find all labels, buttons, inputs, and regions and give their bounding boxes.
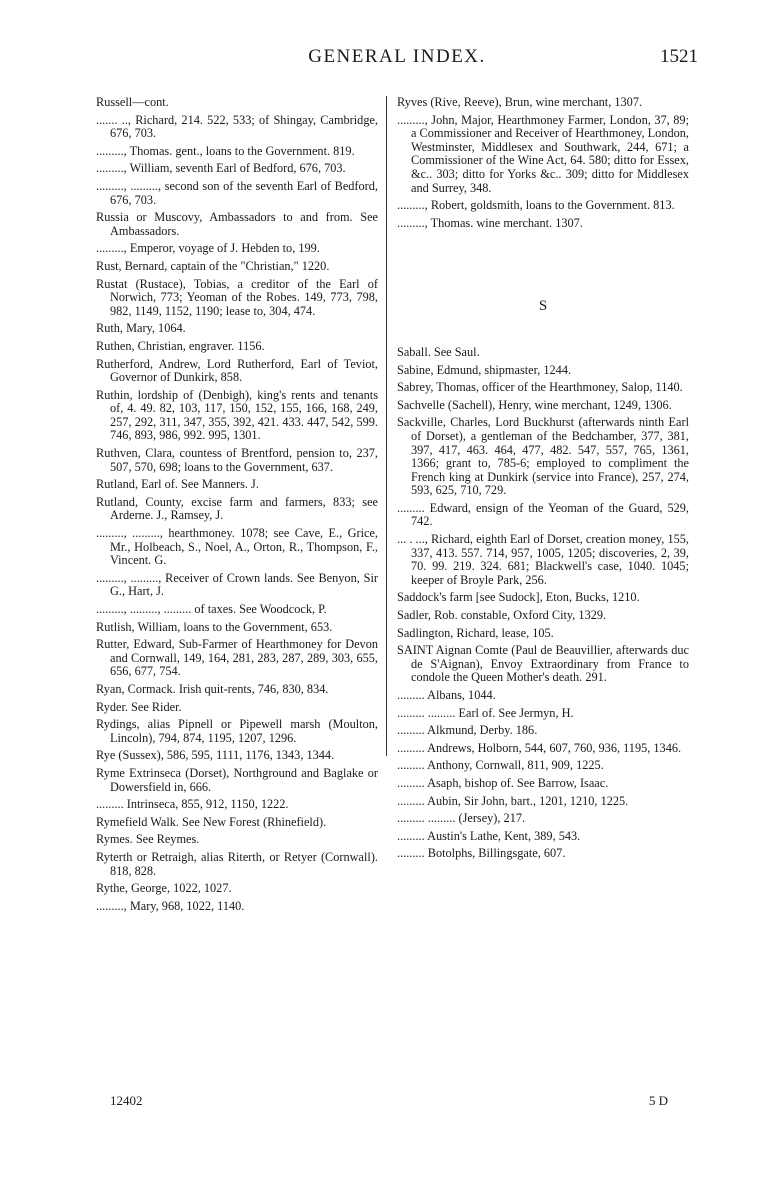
index-entry: Saball. See Saul. (397, 344, 480, 359)
index-entry: ......... ......... Earl of. See Jermyn, H. (397, 705, 574, 720)
page-footer (96, 1093, 698, 1113)
index-entry: Rutlish, William, loans to the Government, 653. (96, 619, 333, 634)
index-entry: ........., ........., second son of the seventh Earl of Bedford, 676, 703. (96, 178, 378, 207)
index-entry: ......... Aubin, Sir John, bart., 1201, 1210, 1225. (397, 793, 629, 808)
index-entry: Sadler, Rob. constable, Oxford City, 1329. (397, 608, 607, 623)
index-entry: Ruthin, lordship of (Denbigh), king's rents and tenants of, 4. 49. 82, 103, 117, 150, 152, 155, 166, 168, 249, 257, 292, 311, 347, 355, 392, 421. 433. 447, 542, 599. 746, 893, 986, 992. 995, 1301. (96, 387, 378, 443)
index-entry: Rustat (Rustace), Tobias, a creditor of the Earl of Norwich, 773; Yeoman of the Robes. 149, 773, 798, 982, 1149, 1152, 1190; lease to, 304, 474. (96, 276, 378, 318)
index-entry: Sabrey, Thomas, officer of the Hearthmoney, Salop, 1140. (397, 380, 683, 395)
index-entry: Rydings, alias Pipnell or Pipewell marsh (Moulton, Lincoln), 794, 874, 1195, 1207, 1296. (96, 717, 378, 745)
index-entry: Ruthen, Christian, engraver. 1156. (96, 338, 265, 353)
index-entry: Rye (Sussex), 586, 595, 1111, 1176, 1343, 1344. (96, 748, 335, 763)
index-entry: SAINT Aignan Comte (Paul de Beauvillier, afterwards duc de S'Aignan), Envoy Extraordinary from France to condole the Queen Mother's death. 291. (397, 643, 689, 685)
index-entry: ........., Robert, goldsmith, loans to the Government. 813. (397, 198, 675, 213)
index-entry: Rymes. See Reymes. (96, 832, 200, 847)
index-entry: ........., ........., ......... of taxes. See Woodcock, P. (96, 602, 327, 616)
index-entry: ........., William, seventh Earl of Bedford, 676, 703. (96, 161, 346, 176)
page-title: GENERAL INDEX. (308, 46, 486, 67)
index-entry: Ryves (Rive, Reeve), Brun, wine merchant, 1307. (397, 95, 643, 109)
index-entry: Rymefield Walk. See New Forest (Rhinefield). (96, 814, 327, 829)
index-entry: Ruthven, Clara, countess of Brentford, pension to, 237, 507, 570, 698; loans to the Government, 637. (96, 446, 378, 474)
index-entry: Saddock's farm [see Sudock], Eton, Bucks, 1210. (397, 590, 640, 605)
index-entry: Ryder. See Rider. (96, 699, 182, 714)
index-entry: Ruth, Mary, 1064. (96, 321, 186, 336)
index-entry: Sabine, Edmund, shipmaster, 1244. (397, 362, 572, 377)
index-entry: ....... .., Richard, 214. 522, 533; of Shingay, Cambridge, 676, 703. (96, 112, 378, 141)
index-entry: ........., Emperor, voyage of J. Hebden to, 199. (96, 241, 320, 256)
gathering-mark: 5 D (648, 1093, 668, 1108)
page-number: 1521 (660, 46, 698, 67)
index-entry: ......... Alkmund, Derby. 186. (397, 723, 538, 738)
index-entry: ......... Edward, ensign of the Yeoman of the Guard, 529, 742. (397, 500, 689, 529)
index-entry: ......... Botolphs, Billingsgate, 607. (397, 846, 566, 861)
index-entry: Rutland, Earl of. See Manners. J. (96, 477, 259, 492)
index-entry: Russia or Muscovy, Ambassadors to and from. See Ambassadors. (96, 210, 378, 238)
index-entry: ........., Thomas. wine merchant. 1307. (397, 215, 583, 230)
index-entry: ......... Albans, 1044. (397, 688, 496, 702)
index-entry: Sachvelle (Sachell), Henry, wine merchant, 1249, 1306. (397, 397, 672, 412)
index-column-left (96, 96, 378, 917)
index-entry: ......... Anthony, Cornwall, 811, 909, 1225. (397, 758, 604, 773)
index-entry: ........., ........., Receiver of Crown lands. See Benyon, Sir G., Hart, J. (96, 570, 378, 599)
index-entry: ... . ..., Richard, eighth Earl of Dorset, creation money, 155, 337, 413. 557. 714, 957, 1005, 1205; discoveries, 2, 39, 70. 99. 219. 324. 681; Blackwell's case, 1040. 1045; keeper of Broyle Park, 256. (397, 532, 689, 587)
index-entry: Rythe, George, 1022, 1027. (96, 881, 232, 896)
index-entry: Rust, Bernard, captain of the "Christian," 1220. (96, 258, 330, 273)
index-entry: Ryterth or Retraigh, alias Riterth, or Retyer (Cornwall). 818, 828. (96, 849, 378, 878)
index-entry: ......... Andrews, Holborn, 544, 607, 760, 936, 1195, 1346. (397, 740, 682, 755)
index-entry: Rutherford, Andrew, Lord Rutherford, Earl of Teviot, Governor of Dunkirk, 858. (96, 356, 378, 385)
index-entries-r-section (397, 96, 689, 230)
index-entry: Ryan, Cormack. Irish quit-rents, 746, 830, 834. (96, 681, 329, 696)
section-letter: S (538, 298, 548, 315)
index-entries-s-section (397, 346, 689, 861)
index-entry: ......... Austin's Lathe, Kent, 389, 543. (397, 828, 581, 843)
index-entry: ......... Asaph, bishop of. See Barrow, Isaac. (397, 775, 609, 790)
index-entry: Rutter, Edward, Sub-Farmer of Hearthmoney for Devon and Cornwall, 149, 164, 281, 283, 287, 289, 303, 655, 656, 677, 754. (96, 637, 378, 679)
index-entry: ......... ......... (Jersey), 217. (397, 811, 526, 826)
index-entry: Sadlington, Richard, lease, 105. (397, 625, 554, 640)
signature-mark: 12402 (110, 1093, 143, 1108)
index-entry: ........., Thomas. gent., loans to the Government. 819. (96, 143, 355, 158)
index-entry: ........., John, Major, Hearthmoney Farmer, London, 37, 89; a Commissioner and Receiver of Hearthmoney, London, Westminster, Middlesex and Southwark, 244, 671; a Commissioner of the Wine Act, 64. 580; ditto for Essex, &c.. 303; ditto for Yorks &c.. 309; ditto for Middlesex and Surrey, 348. (397, 112, 689, 195)
index-entry: ......... Intrinseca, 855, 912, 1150, 1222. (96, 797, 289, 812)
index-entry: Rutland, County, excise farm and farmers, 833; see Arderne. J., Ramsey, J. (96, 494, 378, 523)
index-entry: Sackville, Charles, Lord Buckhurst (afterwards ninth Earl of Dorset), a gentleman of the Bedchamber, 377, 381, 397, 417, 463. 464, 477, 482. 547, 557, 765, 1361, 1366; grant to, 785-6; employed to compliment the French king at Dunkirk (service into France), 257, 274, 593, 625, 710, 729. (397, 415, 689, 498)
index-entry: ........., ........., hearthmoney. 1078; see Cave, E., Grice, Mr., Holbeach, S., Noel, A., Orton, R., Thompson, F., Vincent. G. (96, 526, 378, 568)
column-divider (386, 96, 387, 756)
index-column-right (397, 96, 689, 865)
index-entry: Russell—cont. (96, 95, 169, 109)
index-entry: ........., Mary, 968, 1022, 1140. (96, 898, 245, 913)
page-header (96, 40, 698, 80)
index-entry: Ryme Extrinseca (Dorset), Northground and Baglake or Dowersfield in, 666. (96, 765, 378, 794)
